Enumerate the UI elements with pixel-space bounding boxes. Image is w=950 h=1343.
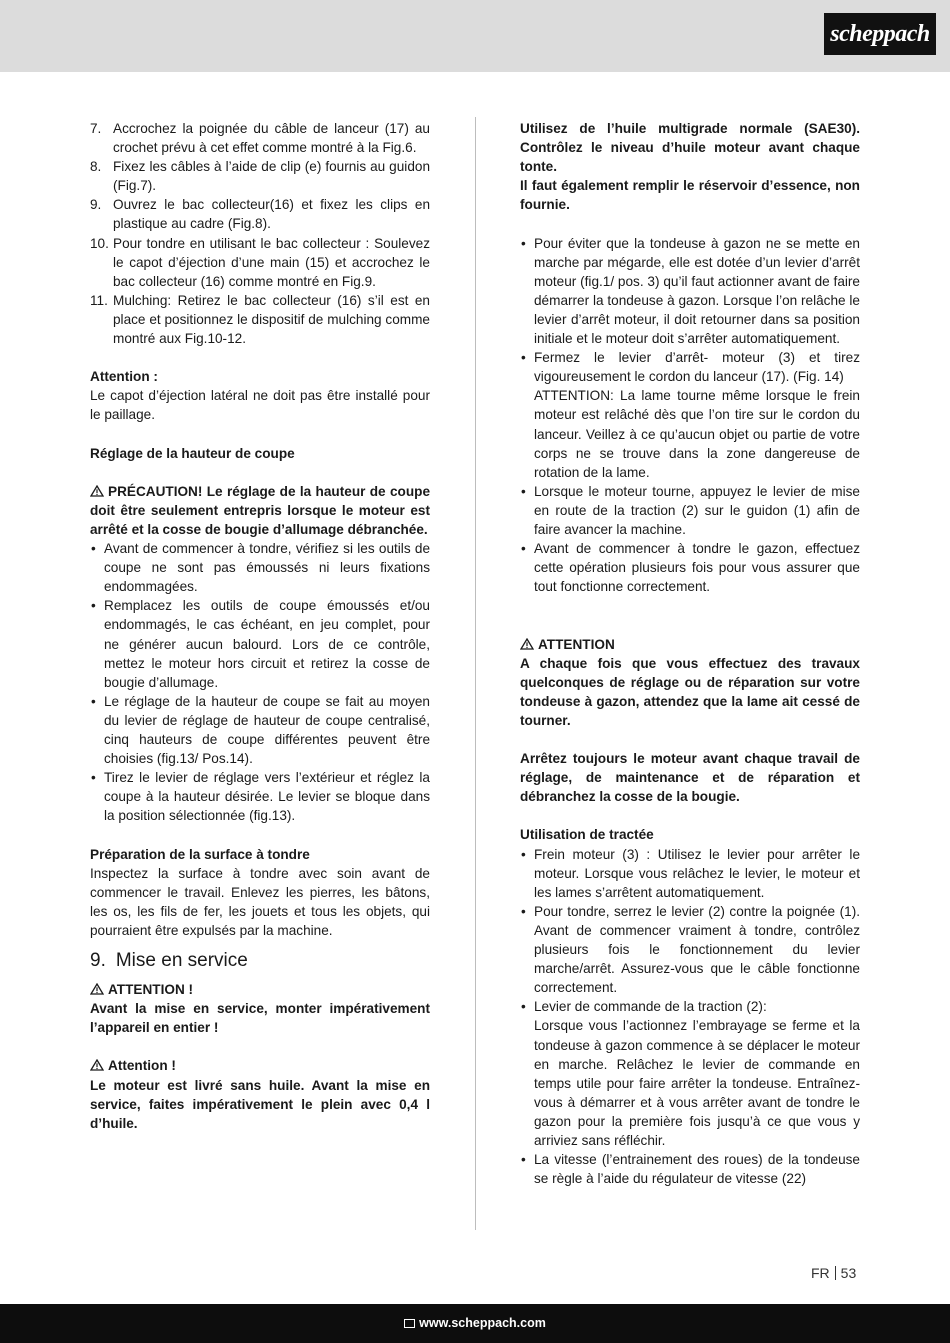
list-item: • Tirez le levier de réglage vers l’extérieur et réglez la coupe à la hauteur désirée. Le levier se bloque dans la position sélectionnée (fig.13). [91, 770, 430, 824]
warning-icon [90, 485, 104, 497]
list-item: • Levier de commande de la traction (2): Lorsque vous l’actionnez l’embrayage se ferme et la tondeuse à gazon commence à se déplacer le moteur en marche. Relâchez le levier de commande en temps utile pour faire arrêter la tondeuse. Entraînez-vous à démarrer et à vous arrêter avant de tondre le gazon pour la première fois jusqu’à ce que vous y arriviez sans réfléchir. [521, 999, 860, 1148]
usage-bullets [520, 845, 860, 1189]
attention-text-1: A chaque fois que vous effectuez des travaux quelconques de réglage ou de réparation sur votre tondeuse à gazon, attendez que la lame ait cessé de tourner. [520, 655, 860, 728]
traction-text: Lorsque vous l’actionnez l’embrayage se ferme et la tondeuse à gazon commence à se déplacer le moteur en marche. Relâchez le levier de commande en temps utile pour faire arrêter la tondeuse. Entraînez-vous à démarrer et à vous arrêter avant de tondre le gazon pour la première fois jusqu’à ce que vous y arriviez sans réfléchir. [534, 1018, 860, 1148]
list-item: • La vitesse (l’entrainement des roues) de la tondeuse se règle à l’aide du régulateur de vitesse (22) [521, 1152, 860, 1187]
right-column [520, 119, 860, 1188]
list-item: 8. Fixez les câbles à l’aide de clip (e) fournis au guidon (Fig.7). [90, 159, 430, 194]
list-item: 9. Ouvrez le bac collecteur(16) et fixez les clips en plastique au cadre (Fig.8). [90, 197, 430, 232]
assembly-steps [90, 119, 430, 348]
list-item: • Avant de commencer à tondre le gazon, effectuez cette opération plusieurs fois pour vous assurer que tout fonctionne correctement. [521, 541, 860, 595]
list-item: 7. Accrochez la poignée du câble de lanceur (17) au crochet prévu à cet effet comme montré à la Fig.6. [90, 121, 430, 156]
oil-instruction: Utilisez de l’huile multigrade normale (SAE30). Contrôlez le niveau d’huile moteur avant chaque tonte. [520, 121, 860, 175]
cut-height-bullets [90, 539, 430, 825]
startup-bullets [520, 234, 860, 597]
warning-icon [90, 983, 104, 995]
list-item: 10. Pour tondre en utilisant le bac collecteur : Soulevez le capot d’éjection d’une main (15) et accrochez le bac collecteur (16) comme montré en Fig.9. [90, 235, 430, 289]
attention-heading: ATTENTION [520, 635, 860, 654]
cut-height-heading: Réglage de la hauteur de coupe [90, 445, 295, 461]
monitor-icon [404, 1319, 415, 1328]
footer-bar [0, 1304, 950, 1343]
precaution-warning: PRÉCAUTION! Le réglage de la hauteur de coupe doit être seulement entrepris lorsque le moteur est arrêté et la cosse de bougie d’allumage débranchée. [90, 483, 430, 537]
list-item: • Lorsque le moteur tourne, appuyez le levier de mise en route de la traction (2) sur le guidon (1) afin de faire avancer la machine. [521, 483, 860, 537]
attention3-heading: Attention ! [90, 1056, 430, 1075]
column-divider [475, 117, 476, 1230]
list-item: • Pour éviter que la tondeuse à gazon ne se mette en marche par mégarde, elle est dotée d’un levier d’arrêt moteur (fig.1/ pos. 3) qu’il faut actionner avant de faire démarrer la tondeuse à gazon. Lorsque l’on relâche le levier d’arrêt moteur, il doit retourner dans sa position initiale et le moteur doit s’arrêter automatiquement. [521, 235, 860, 347]
attention3-text: Le moteur est livré sans huile. Avant la mise en service, faites impérativement le plein avec 0,4 l d’huile. [90, 1077, 430, 1131]
attention2-text: Avant la mise en service, monter impérativement l’appareil en entier ! [90, 1001, 430, 1036]
page-number: FR 53 [811, 1265, 857, 1281]
warning-icon [90, 1059, 104, 1071]
usage-heading: Utilisation de tractée [520, 827, 654, 843]
attention-heading: Attention : [90, 369, 158, 385]
header-bar [0, 0, 950, 72]
list-item: • Pour tondre, serrez le levier (2) contre la poignée (1). Avant de commencer vraiment à tondre, contrôlez plusieurs fois le fonctionnement du levier marche/arrêt. Assurez-vous que le câble fonctionne correctement. [521, 903, 860, 996]
list-item: • Le réglage de la hauteur de coupe se fait au moyen du levier de réglage de hauteur de coupe centralisé, cinq hauteurs de coupe différentes peuvent être choisies (fig.13/ Pos.14). [91, 693, 430, 767]
list-item: • Avant de commencer à tondre, vérifiez si les outils de coupe ne sont pas émoussés ni leurs fixations endommagées. [91, 541, 430, 595]
brand-logo: scheppach [824, 13, 936, 55]
fuel-instruction: Il faut également remplir le réservoir d’essence, non fournie. [520, 178, 860, 213]
website-link[interactable]: www.scheppach.com [419, 1316, 546, 1330]
blade-warning: ATTENTION: La lame tourne même lorsque le frein moteur est relâché dès que l’on tire sur le cordon du lanceur. Veillez à ce qu’aucun objet ou partie de votre corps ne se trouve dans la zone dangereuse de rotation de la lame. [534, 388, 860, 480]
attention-text-2: Arrêtez toujours le moteur avant chaque travail de réglage, de maintenance et de réparation et débranchez la cosse de la bougie. [520, 751, 860, 805]
preparation-heading: Préparation de la surface à tondre [90, 846, 310, 862]
list-item: • Frein moteur (3) : Utilisez le levier pour arrêter le moteur. Lorsque vous relâchez le levier, le moteur et les lames s’arrêtent automatiquement. [521, 846, 860, 900]
attention-text: Le capot d’éjection latéral ne doit pas être installé pour le paillage. [90, 388, 430, 423]
preparation-text: Inspectez la surface à tondre avec soin avant de commencer le travail. Enlevez les pierres, les bâtons, les os, les fils de fer, les jouets et tous les objets, qui pourraient être expulsés par la machine. [90, 865, 430, 938]
list-item: • Remplacez les outils de coupe émoussés et/ou endommagés, le cas échéant, en jeu complet, pour ne générer aucun balourd. Lors de ce contrôle, mettez le moteur hors circuit et retirez la cosse de bougie d’allumage. [91, 598, 430, 690]
attention2-heading: ATTENTION ! [90, 980, 430, 999]
list-item: 11. Mulching: Retirez le bac collecteur (16) s’il est en place et positionnez le dispositif de mulching comme montré aux Fig.10-12. [90, 292, 430, 347]
left-column [90, 119, 430, 1133]
warning-icon [520, 638, 534, 650]
section-title: 9. Mise en service [90, 950, 248, 972]
list-item: • Fermez le levier d’arrêt- moteur (3) et tirez vigoureusement le cordon du lanceur (17). (Fig. 14) ATTENTION: La lame tourne même lorsque le frein moteur est relâché dès que l’on tire sur le cordon du lanceur. Veillez à ce qu’aucun objet ou partie de votre corps ne se trouve dans la zone dangereuse de rotation de la lame. [521, 350, 860, 480]
